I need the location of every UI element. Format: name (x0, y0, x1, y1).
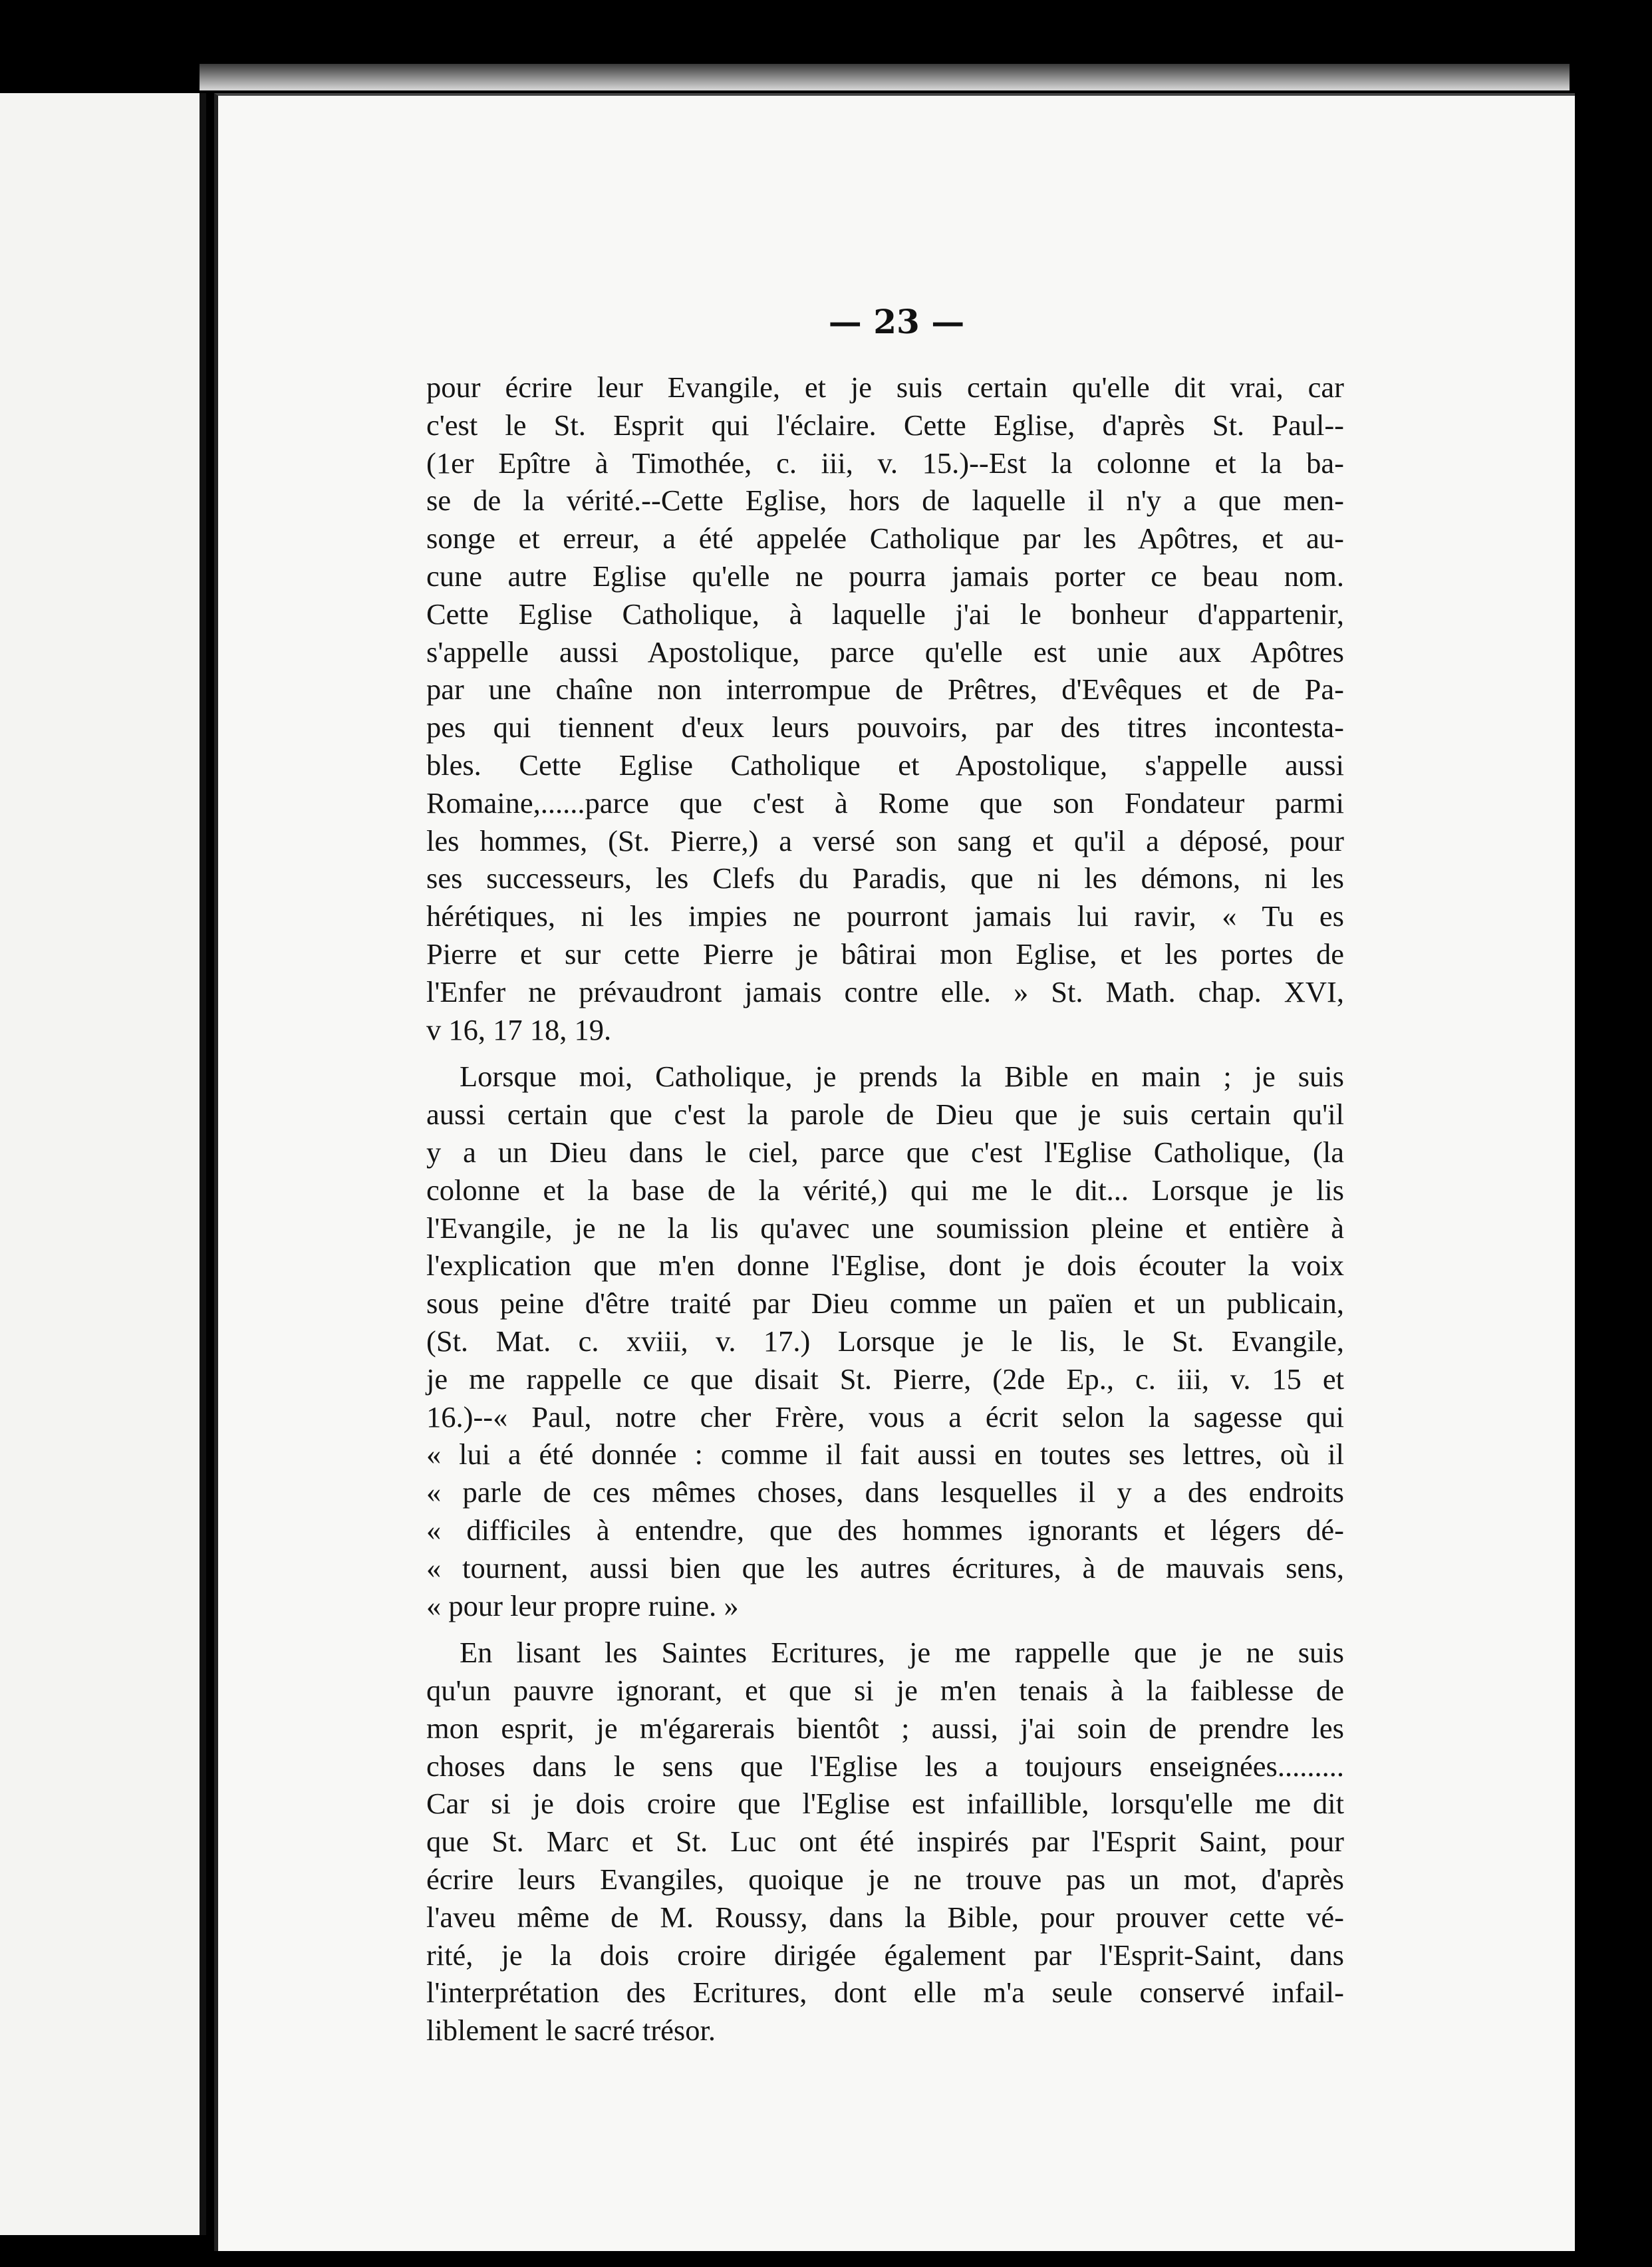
text-line: écrire leurs Evangiles, quoique je ne trouve pas un mot, d'après (426, 1863, 1344, 1896)
text-line: « pour leur propre ruine. » (426, 1588, 739, 1622)
text-line: « difficiles à entendre, que des hommes ignorants et légers dé- (426, 1513, 1344, 1547)
text-line: l'aveu même de M. Roussy, dans la Bible, pour prouver cette vé- (426, 1900, 1344, 1934)
text-line: aussi certain que c'est la parole de Dieu que je suis certain qu'il (426, 1098, 1344, 1132)
text-line: pour écrire leur Evangile, et je suis certain qu'elle dit vrai, car (426, 371, 1344, 404)
text-line: bles. Cette Eglise Catholique et Apostolique, s'appelle aussi (426, 748, 1344, 782)
text-line: choses dans le sens que l'Eglise les a toujours enseignées......... (426, 1749, 1344, 1783)
text-line: je me rappelle ce que disait St. Pierre, (2de Ep., c. iii, v. 15 et (426, 1362, 1344, 1396)
text-line: v 16, 17 18, 19. (426, 1012, 612, 1046)
facing-page-edge (0, 93, 206, 2235)
text-line: « parle de ces mêmes choses, dans lesquelles il y a des endroits (426, 1475, 1344, 1509)
text-line: mon esprit, je m'égarerais bientôt ; aussi, j'ai soin de prendre les (426, 1711, 1344, 1745)
text-line: sous peine d'être traité par Dieu comme un païen et un publicain, (426, 1286, 1344, 1320)
paragraph-3 (426, 1634, 1344, 2049)
text-line: y a un Dieu dans le ciel, parce que c'est l'Eglise Catholique, (la (426, 1135, 1344, 1169)
text-line: ses successeurs, les Clefs du Paradis, que ni les démons, ni les (426, 861, 1344, 895)
text-line: liblement le sacré trésor. (426, 2014, 716, 2047)
page-text (426, 369, 1344, 2059)
page-top-edge (200, 64, 1570, 90)
text-line: Romaine,......parce que c'est à Rome que son Fondateur parmi (426, 786, 1344, 820)
text-line: s'appelle aussi Apostolique, parce qu'elle est unie aux Apôtres (426, 635, 1344, 669)
text-line: l'Enfer ne prévaudront jamais contre elle. » St. Math. chap. XVI, (426, 975, 1344, 1008)
text-line: rité, je la dois croire dirigée également par l'Esprit-Saint, dans (426, 1938, 1344, 1972)
text-line: se de la vérité.--Cette Eglise, hors de laquelle il n'y a que men- (426, 484, 1344, 518)
text-line: par une chaîne non interrompue de Prêtres, d'Evêques et de Pa- (426, 673, 1344, 706)
text-line: En lisant les Saintes Ecritures, je me rappelle que je ne suis (460, 1636, 1344, 1670)
text-line: Pierre et sur cette Pierre je bâtirai mon Eglise, et les portes de (426, 937, 1344, 971)
book-page (214, 93, 1575, 2251)
text-line: Cette Eglise Catholique, à laquelle j'ai le bonheur d'appartenir, (426, 597, 1344, 631)
text-line: Lorsque moi, Catholique, je prends la Bible en main ; je suis (460, 1060, 1344, 1094)
text-line: pes qui tiennent d'eux leurs pouvoirs, par des titres incontesta- (426, 710, 1344, 744)
page-number: — 23 — (828, 302, 965, 341)
text-line: l'Evangile, je ne la lis qu'avec une soumission pleine et entière à (426, 1211, 1344, 1245)
text-line: colonne et la base de la vérité,) qui me le dit... Lorsque je lis (426, 1173, 1344, 1207)
text-line: cune autre Eglise qu'elle ne pourra jamais porter ce beau nom. (426, 559, 1344, 593)
text-line: (St. Mat. c. xviii, v. 17.) Lorsque je le lis, le St. Evangile, (426, 1324, 1344, 1358)
paragraph-2 (426, 1058, 1344, 1624)
text-line: « lui a été donnée : comme il fait aussi en toutes ses lettres, où il (426, 1437, 1344, 1471)
text-line: Car si je dois croire que l'Eglise est infaillible, lorsqu'elle me dit (426, 1787, 1344, 1821)
text-line: c'est le St. Esprit qui l'éclaire. Cette Eglise, d'après St. Paul-- (426, 408, 1344, 442)
text-line: les hommes, (St. Pierre,) a versé son sang et qu'il a déposé, pour (426, 824, 1344, 857)
text-line: qu'un pauvre ignorant, et que si je m'en tenais à la faiblesse de (426, 1674, 1344, 1708)
text-line: hérétiques, ni les impies ne pourront jamais lui ravir, « Tu es (426, 899, 1344, 933)
text-line: songe et erreur, a été appelée Catholique par les Apôtres, et au- (426, 522, 1344, 555)
text-line: (1er Epître à Timothée, c. iii, v. 15.)--Est la colonne et la ba- (426, 446, 1344, 480)
paragraph-1 (426, 369, 1344, 1048)
text-line: « tournent, aussi bien que les autres écritures, à de mauvais sens, (426, 1551, 1344, 1585)
text-line: l'explication que m'en donne l'Eglise, dont je dois écouter la voix (426, 1249, 1344, 1283)
text-line: que St. Marc et St. Luc ont été inspirés par l'Esprit Saint, pour (426, 1825, 1344, 1859)
text-line: 16.)--« Paul, notre cher Frère, vous a écrit selon la sagesse qui (426, 1400, 1344, 1434)
text-line: l'interprétation des Ecritures, dont elle m'a seule conservé infail- (426, 1976, 1344, 2010)
